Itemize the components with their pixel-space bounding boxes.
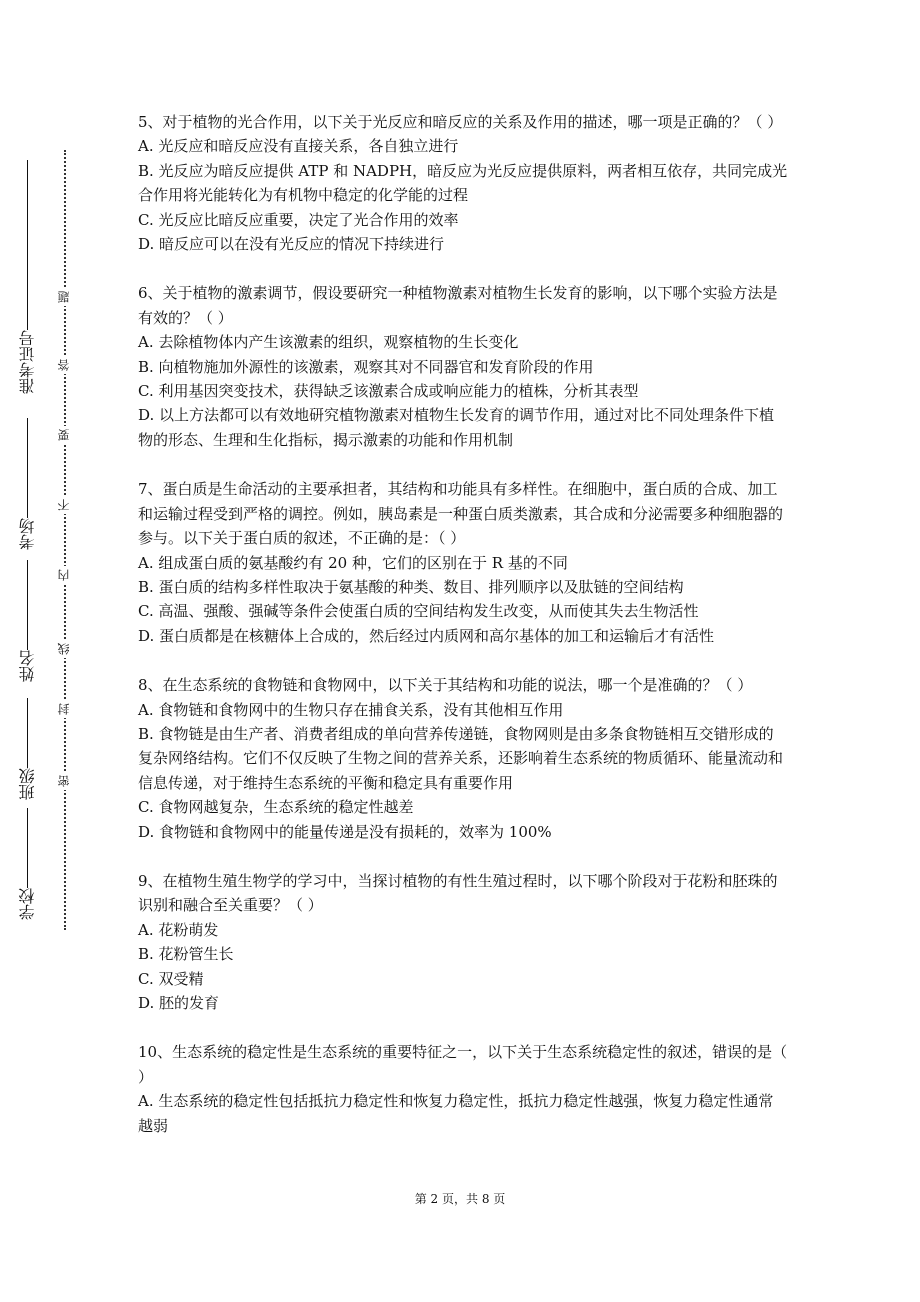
field-label: 姓名: [18, 650, 37, 682]
option-c[interactable]: C. 光反应比暗反应重要，决定了光合作用的效率: [138, 210, 459, 229]
option-c[interactable]: C. 双受精: [138, 969, 204, 988]
option-a[interactable]: A. 食物链和食物网中的生物只存在捕食关系，没有其他相互作用: [138, 700, 564, 719]
field-class: [10, 698, 46, 800]
option-d[interactable]: D. 胚的发育: [138, 994, 220, 1012]
option-d[interactable]: D. 以上方法都可以有效地研究植物激素对植物生长发育的调节作用，通过对比不同处理条件下植物的形态、生理和生化指标，揭示激素的功能和作用机制: [138, 406, 775, 449]
seal-word: 答: [55, 356, 73, 374]
option-d[interactable]: D. 暗反应可以在没有光反应的情况下持续进行: [138, 235, 445, 254]
option-b[interactable]: B. 光反应为暗反应提供 ATP 和 NADPH，暗反应为光反应提供原料，两者相互依存，共同完成光合作用将光能转化为有机物中稳定的化学能的过程: [138, 161, 788, 205]
binding-strip: [0, 0, 100, 1302]
seal-word: 封: [55, 700, 73, 718]
field-label: 考场: [18, 518, 37, 550]
field-exam-room: [10, 418, 46, 550]
question-stem: 8、在生态系统的食物链和食物网中，以下关于其结构和功能的说法，哪一个是准确的？（ ）: [138, 676, 753, 695]
question-stem: 7、蛋白质是生命活动的主要承担者，其结构和功能具有多样性。在细胞中，蛋白质的合成、加工和运输过程受到严格的调控。例如，胰岛素是一种蛋白质类激素，其合成和分泌需要多种细胞器的参与。以下关于蛋白质的叙述，不正确的是：（ ）: [138, 480, 784, 548]
question-5: [138, 110, 788, 256]
seal-word: 要: [55, 426, 73, 444]
question-stem: 9、在植物生殖生物学的学习中，当探讨植物的有性生殖过程时，以下哪个阶段对于花粉和胚珠的识别和融合至关重要？（ ）: [138, 871, 778, 915]
field-admission-number: [10, 160, 46, 394]
option-d[interactable]: D. 蛋白质都是在核糖体上合成的，然后经过内质网和高尔基体的加工和运输后才有活性: [138, 626, 715, 645]
question-8: [138, 673, 788, 844]
question-stem: 5、对于植物的光合作用，以下关于光反应和暗反应的关系及作用的描述，哪一项是正确的？（ ）: [138, 113, 783, 131]
field-underline: [28, 160, 29, 330]
option-a[interactable]: A. 组成蛋白质的氨基酸约有 20 种，它们的区别在于 R 基的不同: [138, 553, 568, 572]
option-b[interactable]: B. 向植物施加外源性的该激素，观察其对不同器官和发育阶段的作用: [138, 357, 594, 376]
seal-word: 密: [55, 772, 73, 790]
question-list: [138, 110, 788, 1163]
option-d[interactable]: D. 食物链和食物网中的能量传递是没有损耗的，效率为 100%: [138, 822, 552, 841]
seal-word: 不: [55, 496, 73, 514]
option-c[interactable]: C. 食物网越复杂，生态系统的稳定性越差: [138, 798, 414, 817]
field-name: [10, 560, 46, 682]
question-stem: 6、关于植物的激素调节，假设要研究一种植物激素对植物生长发育的影响，以下哪个实验方法是有效的？（ ）: [138, 284, 778, 327]
option-b[interactable]: B. 食物链是由生产者、消费者组成的单向营养传递链，食物网则是由多条食物链相互交错形成的复杂网络结构。它们不仅反映了生物之间的营养关系，还影响着生态系统的物质循环、能量流动和信息传递，对于维持生态系统的平衡和稳定具有重要作用: [138, 724, 784, 792]
field-underline: [28, 418, 29, 518]
option-a[interactable]: A. 生态系统的稳定性包括抵抗力稳定性和恢复力稳定性，抵抗力稳定性越强，恢复力稳定性通常越弱: [138, 1092, 774, 1135]
field-label: 学校: [18, 888, 37, 920]
field-underline: [28, 698, 29, 768]
question-7: [138, 477, 788, 648]
field-label: 班级: [18, 768, 37, 800]
option-c[interactable]: C. 高温、强酸、强碱等条件会使蛋白质的空间结构发生改变，从而使其失去生物活性: [138, 602, 699, 621]
seal-word: 题: [55, 288, 73, 306]
option-a[interactable]: A. 去除植物体内产生该激素的组织，观察植物的生长变化: [138, 333, 519, 352]
option-b[interactable]: B. 蛋白质的结构多样性取决于氨基酸的种类、数目、排列顺序以及肽链的空间结构: [138, 577, 684, 596]
field-underline: [28, 560, 29, 650]
field-label: 准考证号: [18, 330, 37, 394]
option-c[interactable]: C. 利用基因突变技术，获得缺乏该激素合成或响应能力的植株，分析其表型: [138, 382, 639, 401]
question-stem: 10、生态系统的稳定性是生态系统的重要特征之一，以下关于生态系统稳定性的叙述，错误的是（ ）: [138, 1043, 788, 1086]
question-10: [138, 1040, 788, 1138]
field-underline: [28, 808, 29, 888]
question-9: [138, 869, 788, 1015]
option-a[interactable]: A. 光反应和暗反应没有直接关系，各自独立进行: [138, 137, 459, 156]
option-b[interactable]: B. 花粉管生长: [138, 945, 234, 964]
field-school: [10, 808, 46, 920]
seal-word: 线: [55, 640, 73, 658]
seal-dotted-line: [64, 150, 66, 930]
option-a[interactable]: A. 花粉萌发: [138, 920, 219, 939]
seal-word: 内: [55, 566, 73, 584]
page-footer: 第 2 页，共 8 页: [414, 1192, 506, 1206]
question-6: [138, 281, 788, 452]
